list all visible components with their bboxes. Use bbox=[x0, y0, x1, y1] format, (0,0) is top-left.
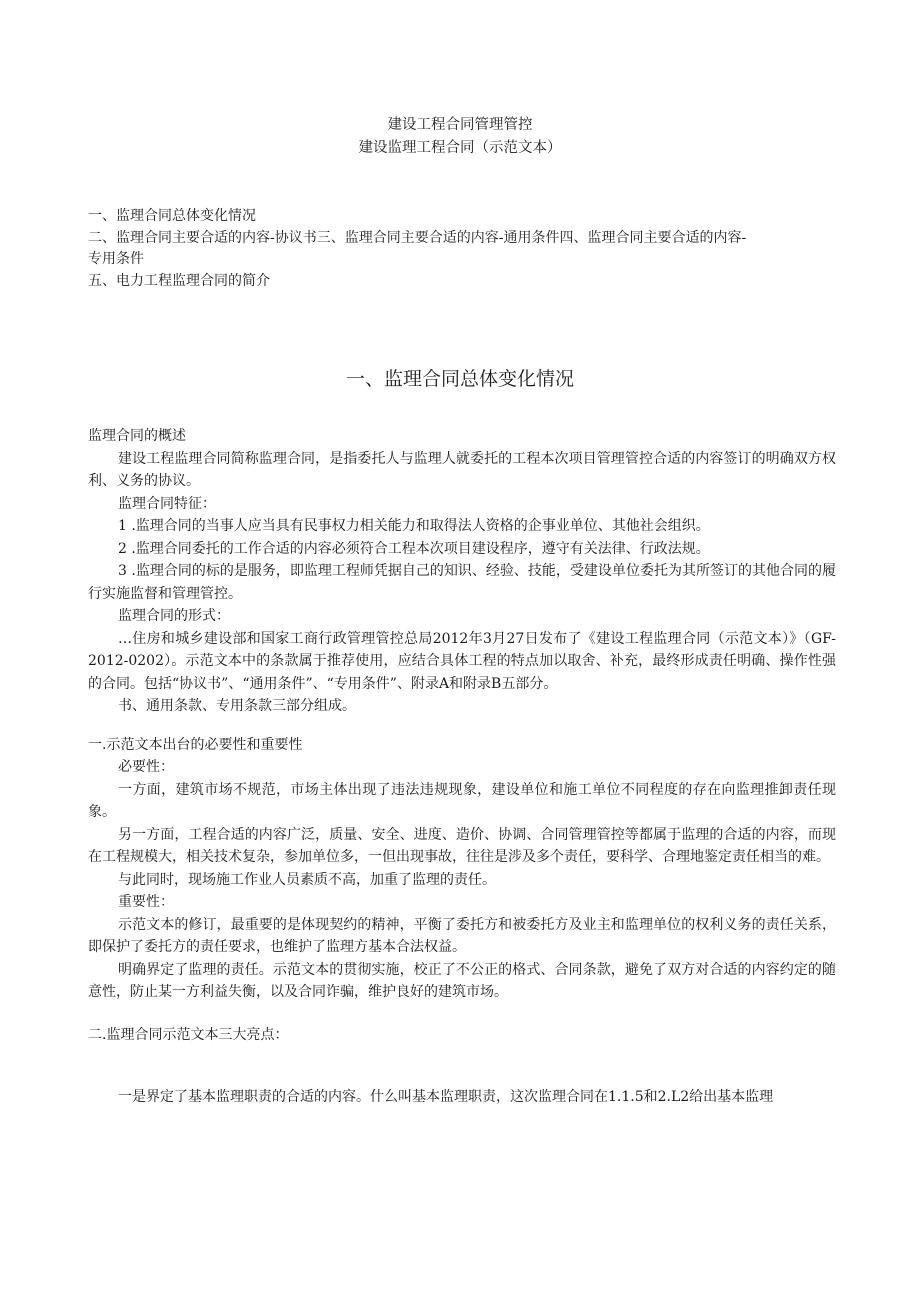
paragraph: 书、通用条款、专用条款三部分组成。 bbox=[118, 698, 356, 714]
paragraph-label: 监理合同特征： bbox=[118, 495, 216, 512]
toc-item: 一、监理合同总体变化情况 bbox=[88, 208, 256, 224]
document-title: 建设工程合同管理管控 bbox=[387, 117, 533, 133]
paragraph: 一方面，建筑市场不规范，市场主体出现了违法违规现象，建设单位和施工单位不同程度的存在向监理推卸责任现象。 bbox=[88, 781, 836, 820]
paragraph: 明确界定了监理的责任。示范文本的贯彻实施，校正了不公正的格式、合同条款，避免了双方对合适的内容约定的随意性，防止某一方利益失衡，以及合同诈骗，维护良好的建筑市场。 bbox=[88, 961, 836, 1000]
table-of-contents bbox=[88, 206, 840, 292]
toc-item: 五、电力工程监理合同的简介 bbox=[88, 272, 270, 289]
subsection-heading: 一.示范文本出台的必要性和重要性 bbox=[88, 736, 303, 753]
paragraph: 一是界定了基本监理职责的合适的内容。什么叫基本监理职责，这次监理合同在1.1.5和2.L2给出基本监理 bbox=[118, 1089, 774, 1105]
paragraph-label: 监理合同的概述 bbox=[88, 428, 186, 444]
paragraph: 与此同时，现场施工作业人员素质不高，加重了监理的责任。 bbox=[118, 871, 496, 888]
paragraph: 建设工程监理合同简称监理合同，是指委托人与监理人就委托的工程本次项目管理管控合适的内容签订的明确双方权利、义务的协议。 bbox=[88, 450, 836, 489]
toc-item: 二、监理合同主要合适的内容-协议书三、监理合同主要合适的内容-通用条件四、监理合同主要合适的内容- bbox=[88, 229, 747, 246]
paragraph: 另一方面，工程合适的内容广泛，质量、安全、进度、造价、协调、合同管理管控等都属于监理的合适的内容，而现在工程规模大，相关技术复杂，参加单位多，一但出现事故，往往是涉及多个责任，要科学、合理地鉴定责任相当的难。 bbox=[88, 826, 836, 865]
paragraph-label: 重要性： bbox=[118, 894, 174, 910]
toc-item: 专用条件 bbox=[88, 251, 144, 267]
document-body bbox=[88, 425, 836, 1109]
subsection-heading: 二.监理合同示范文本三大亮点： bbox=[88, 1026, 289, 1043]
list-item: 3 .监理合同的标的是服务，即监理工程师凭据自己的知识、经验、技能，受建设单位委托为其所签订的其他合同的履行实施监督和管理管控。 bbox=[88, 563, 836, 602]
document-subtitle: 建设监理工程合同（示范文本） bbox=[358, 140, 562, 156]
paragraph: …住房和城乡建设部和国家工商行政管理管控总局2012年3月27日发布了《建设工程监理合同（示范文本）》（GF-2012-0202）。示范文本中的条款属于推荐使用，应结合具体工程的特点加以取舍、补充，最终形成责任明确、操作性强的合同。包括“协议书”、“通用条件”、“专用条件”、附录A和附录B五部分。 bbox=[88, 630, 836, 692]
list-item: 2 .监理合同委托的工作合适的内容必须符合工程本次项目建设程序，遵守有关法律、行政法规。 bbox=[118, 540, 710, 557]
paragraph-label: 必要性： bbox=[118, 759, 174, 775]
paragraph: 示范文本的修订，最重要的是体现契约的精神，平衡了委托方和被委托方及业主和监理单位的权利义务的责任关系，即保护了委托方的责任要求，也维护了监理方基本合法权益。 bbox=[88, 916, 836, 955]
section-heading: 一、监理合同总体变化情况 bbox=[345, 368, 574, 390]
list-item: 1 .监理合同的当事人应当具有民事权力相关能力和取得法人资格的企事业单位、其他社会组织。 bbox=[118, 518, 710, 534]
paragraph-label: 监理合同的形式： bbox=[118, 608, 230, 624]
